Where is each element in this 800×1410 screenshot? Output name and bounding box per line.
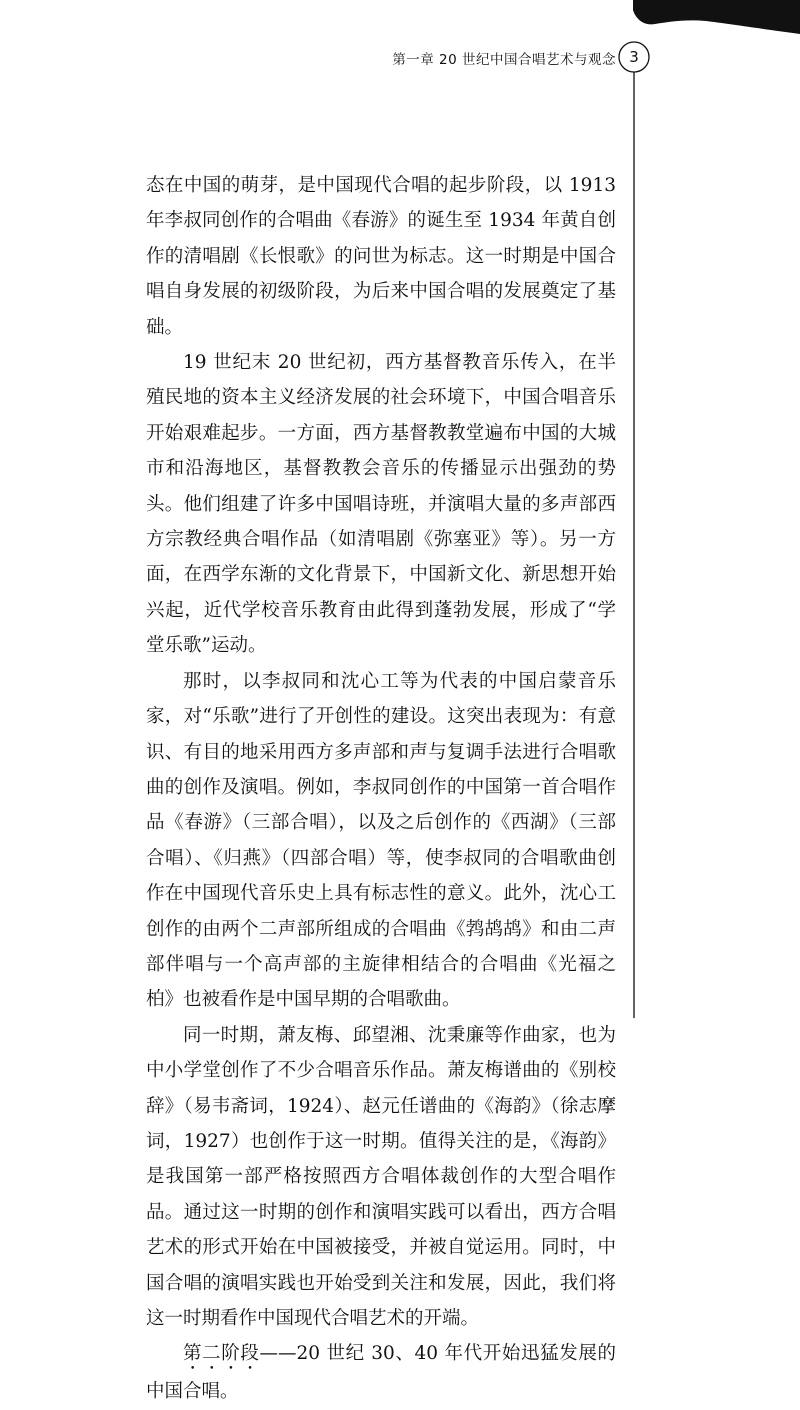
running-header: 第一章 20 世纪中国合唱艺术与观念 xyxy=(392,52,616,68)
paragraph: 同一时期，萧友梅、邱望湘、沈秉廉等作曲家，也为中小学堂创作了不少合唱音乐作品。萧友梅谱曲的《别校辞》（易韦斋词，1924）、赵元任谱曲的《海韵》（徐志摩词，1927）也创作于这一时期。值得关注的是，《海韵》是我国第一部严格按照西方合唱体裁创作的大型合唱作品。通过这一时期的创作和演唱实践可以看出，西方合唱艺术的形式开始在中国被接受，并被自觉运用。同时，中国合唱的演唱实践也开始受到关注和发展，因此，我们将这一时期看作中国现代合唱艺术的开端。 xyxy=(146,1024,616,1329)
paragraph-stage-two xyxy=(146,1336,616,1409)
paragraph: 19 世纪末 20 世纪初，西方基督教音乐传入，在半殖民地的资本主义经济发展的社会环境下，中国合唱音乐开始艰难起步。一方面，西方基督教教堂遍布中国的大城市和沿海地区，基督教教会音乐的传播显示出强劲的势头。他们组建了许多中国唱诗班，并演唱大量的多声部西方宗教经典合唱作品（如清唱剧《弥塞亚》等）。另一方面，在西学东渐的文化背景下，中国新文化、新思想开始兴起，近代学校音乐教育由此得到蓬勃发展，形成了“学堂乐歌”运动。 xyxy=(146,352,616,657)
paragraph: 那时，以李叔同和沈心工等为代表的中国启蒙音乐家，对“乐歌”进行了开创性的建设。这突出表现为：有意识、有目的地采用西方多声部和声与复调手法进行合唱歌曲的创作及演唱。例如，李叔同创作的中国第一首合唱作品《春游》（三部合唱），以及之后创作的《西湖》（三部合唱）、《归燕》（四部合唱）等，使李叔同的合唱歌曲创作在中国现代音乐史上具有标志性的意义。此外，沈心工创作的由两个二声部所组成的合唱曲《鹁鸪鸪》和由二声部伴唱与一个高声部的主旋律相结合的合唱曲《光福之柏》也被看作是中国早期的合唱歌曲。 xyxy=(146,670,616,1011)
stage-two-text: ——20 世纪 30、40 年代开始迅猛发展的中国合唱。 xyxy=(146,1343,616,1403)
emphasized-term: 第二阶段 xyxy=(183,1343,260,1365)
body-text xyxy=(146,168,616,1410)
page-number: 3 xyxy=(629,48,639,66)
paragraph: 态在中国的萌芽，是中国现代合唱的起步阶段，以 1913 年李叔同创作的合唱曲《春游》的诞生至 1934 年黄自创作的清唱剧《长恨歌》的问世为标志。这一时期是中国合唱自身发展的初级阶段，为后来中国合唱的发展奠定了基础。 xyxy=(146,175,616,338)
corner-tab-shape xyxy=(633,0,800,34)
